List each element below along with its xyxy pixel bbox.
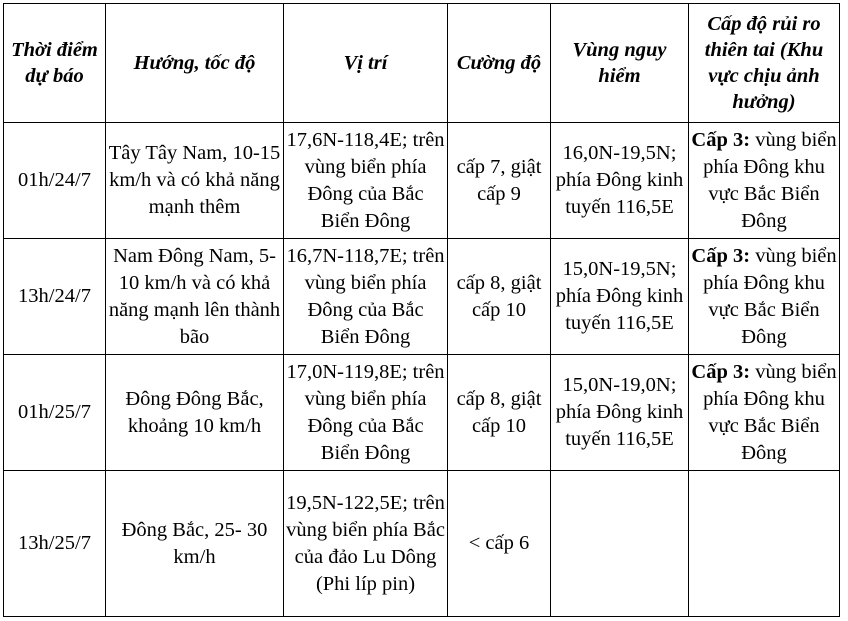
cell-danger-zone: 16,0N-19,5N; phía Đông kinh tuyến 116,5E [551, 123, 689, 239]
risk-level-label: Cấp 3: [691, 128, 751, 151]
cell-time: 01h/24/7 [4, 123, 106, 239]
header-intensity: Cường độ [448, 4, 551, 123]
cell-time: 13h/24/7 [4, 239, 106, 355]
header-risk-level: Cấp độ rủi ro thiên tai (Khu vực chịu ảnh hưởng) [689, 4, 840, 123]
risk-area-text: vùng biển phía Đông khu vực Bắc Biển Đông [703, 360, 837, 464]
table-row [4, 239, 840, 355]
cell-position: 17,0N-119,8E; trên vùng biển phía Đông của Bắc Biển Đông [284, 355, 448, 471]
risk-level-label: Cấp 3: [691, 244, 751, 267]
cell-direction: Nam Đông Nam, 5-10 km/h và có khả năng mạnh lên thành bão [106, 239, 284, 355]
forecast-table [3, 3, 840, 617]
cell-risk [689, 355, 840, 471]
cell-intensity: < cấp 6 [448, 471, 551, 617]
table-header-row [4, 4, 840, 123]
cell-risk [689, 123, 840, 239]
cell-intensity: cấp 8, giật cấp 10 [448, 239, 551, 355]
header-forecast-time: Thời điểm dự báo [4, 4, 106, 123]
cell-danger-zone: 15,0N-19,5N; phía Đông kinh tuyến 116,5E [551, 239, 689, 355]
risk-level-label: Cấp 3: [691, 360, 751, 383]
cell-intensity: cấp 7, giật cấp 9 [448, 123, 551, 239]
header-danger-zone: Vùng nguy hiểm [551, 4, 689, 123]
cell-time: 13h/25/7 [4, 471, 106, 617]
cell-danger-zone [551, 471, 689, 617]
cell-time: 01h/25/7 [4, 355, 106, 471]
cell-intensity: cấp 8, giật cấp 10 [448, 355, 551, 471]
cell-direction: Tây Tây Nam, 10-15 km/h và có khả năng mạnh thêm [106, 123, 284, 239]
cell-position: 16,7N-118,7E; trên vùng biển phía Đông của Bắc Biển Đông [284, 239, 448, 355]
cell-direction: Đông Đông Bắc, khoảng 10 km/h [106, 355, 284, 471]
cell-risk [689, 239, 840, 355]
table-row [4, 471, 840, 617]
cell-danger-zone: 15,0N-19,0N; phía Đông kinh tuyến 116,5E [551, 355, 689, 471]
cell-position: 19,5N-122,5E; trên vùng biển phía Bắc của đảo Lu Dông (Phi líp pin) [284, 471, 448, 617]
header-position: Vị trí [284, 4, 448, 123]
risk-area-text: vùng biển phía Đông khu vực Bắc Biển Đông [703, 244, 837, 348]
cell-risk [689, 471, 840, 617]
risk-area-text: vùng biển phía Đông khu vực Bắc Biển Đông [703, 128, 837, 232]
table-row [4, 123, 840, 239]
cell-position: 17,6N-118,4E; trên vùng biển phía Đông của Bắc Biển Đông [284, 123, 448, 239]
header-direction-speed: Hướng, tốc độ [106, 4, 284, 123]
cell-direction: Đông Bắc, 25- 30 km/h [106, 471, 284, 617]
table-row [4, 355, 840, 471]
